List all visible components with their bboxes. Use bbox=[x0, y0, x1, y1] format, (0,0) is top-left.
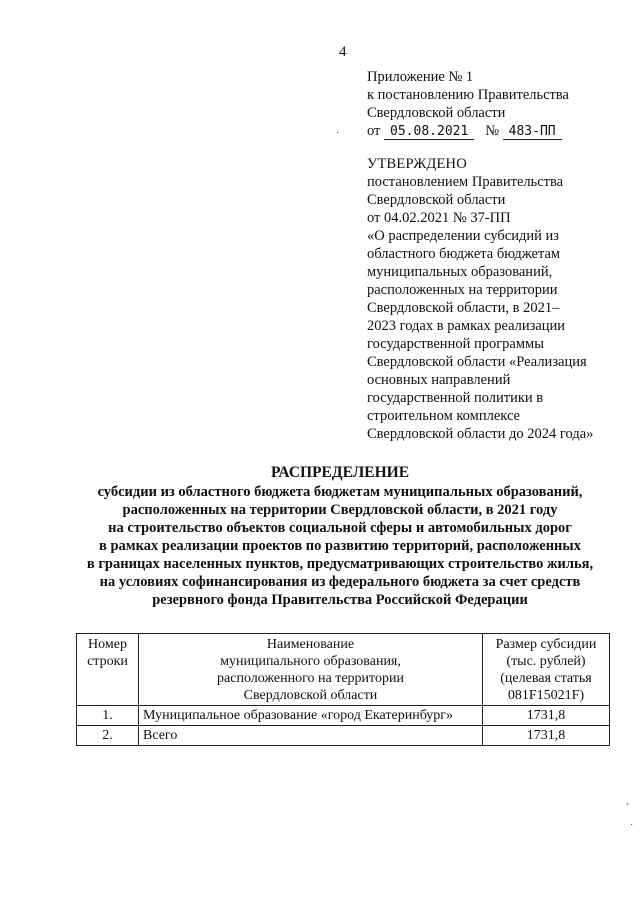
header-text: Наименование bbox=[266, 637, 355, 652]
table-row bbox=[77, 726, 610, 746]
title-line: расположенных на территории Свердловской области, в 2021 году bbox=[122, 502, 558, 518]
title-line: субсидии из областного бюджета бюджетам муниципальных образований, bbox=[97, 484, 583, 500]
header-municipality bbox=[139, 634, 483, 706]
row-amount: 1731,8 bbox=[483, 706, 610, 726]
title-line: в границах населенных пунктов, предусматривающих строительство жилья, bbox=[86, 556, 594, 572]
header-amount bbox=[483, 634, 610, 706]
subsidy-table bbox=[76, 633, 610, 746]
title-line: на условиях софинансирования из федерального бюджета за счет средств bbox=[99, 574, 581, 590]
approval-line: от 04.02.2021 № 37-ПП bbox=[367, 210, 511, 226]
scan-speck: · bbox=[336, 128, 340, 139]
date-prefix: от bbox=[367, 123, 381, 139]
approval-line: Свердловской области «Реализация bbox=[367, 354, 587, 370]
document-title: РАСПРЕДЕЛЕНИЕ bbox=[270, 464, 410, 481]
header-text: Свердловской области bbox=[243, 688, 378, 703]
decree-number: 483-ПП bbox=[503, 124, 562, 140]
approval-line: строительном комплексе bbox=[367, 408, 520, 424]
header-text: расположенного на территории bbox=[217, 671, 404, 686]
scan-speck: ˛ bbox=[626, 795, 630, 806]
appendix-title: Приложение № 1 bbox=[367, 69, 474, 85]
header-text: 081F15021F) bbox=[507, 688, 585, 703]
approval-line: основных направлений bbox=[367, 372, 511, 388]
row-municipality: Муниципальное образование «город Екатеринбург» bbox=[139, 706, 483, 726]
appendix-block bbox=[367, 68, 627, 141]
approval-line: областного бюджета бюджетам bbox=[367, 246, 561, 262]
table-row bbox=[77, 706, 610, 726]
table-header-row bbox=[77, 634, 610, 706]
header-text: Размер субсидии bbox=[495, 637, 597, 652]
title-line: на строительство объектов социальной сферы и автомобильных дорог bbox=[108, 520, 572, 536]
approval-line: государственной программы bbox=[367, 336, 544, 352]
approval-block bbox=[367, 155, 629, 443]
header-text: Номер bbox=[88, 637, 127, 652]
row-number: 2. bbox=[77, 726, 139, 746]
row-municipality: Всего bbox=[139, 726, 483, 746]
approval-heading: УТВЕРЖДЕНО bbox=[367, 156, 467, 172]
row-number: 1. bbox=[77, 706, 139, 726]
document-title-block bbox=[60, 464, 620, 609]
appendix-line: Свердловской области bbox=[367, 105, 506, 121]
approval-line: расположенных на территории bbox=[367, 282, 558, 298]
scan-speck: · bbox=[630, 820, 634, 831]
approval-line: муниципальных образований, bbox=[367, 264, 553, 280]
page-number: 4 bbox=[339, 44, 347, 60]
approval-line: «О распределении субсидий из bbox=[367, 228, 559, 244]
approval-line: 2023 годах в рамках реализации bbox=[367, 318, 566, 334]
header-text: (целевая статья bbox=[500, 671, 592, 686]
appendix-line: к постановлению Правительства bbox=[367, 87, 569, 103]
title-line: резервного фонда Правительства Российской Федерации bbox=[152, 592, 528, 608]
header-text: муниципального образования, bbox=[220, 654, 401, 669]
approval-line: Свердловской области bbox=[367, 192, 506, 208]
approval-line: Свердловской области, в 2021– bbox=[367, 300, 560, 316]
approval-line: постановлением Правительства bbox=[367, 174, 564, 190]
title-line: в рамках реализации проектов по развитию территорий, расположенных bbox=[99, 538, 581, 554]
approval-line: государственной политики в bbox=[367, 390, 544, 406]
approval-line: Свердловской области до 2024 года» bbox=[367, 426, 594, 442]
header-row-number bbox=[77, 634, 139, 706]
header-text: строки bbox=[87, 654, 128, 669]
appendix-date-line bbox=[367, 122, 627, 141]
decree-date: 05.08.2021 bbox=[384, 124, 474, 140]
header-text: (тыс. рублей) bbox=[506, 654, 586, 669]
number-prefix: № bbox=[485, 123, 500, 139]
row-amount: 1731,8 bbox=[483, 726, 610, 746]
